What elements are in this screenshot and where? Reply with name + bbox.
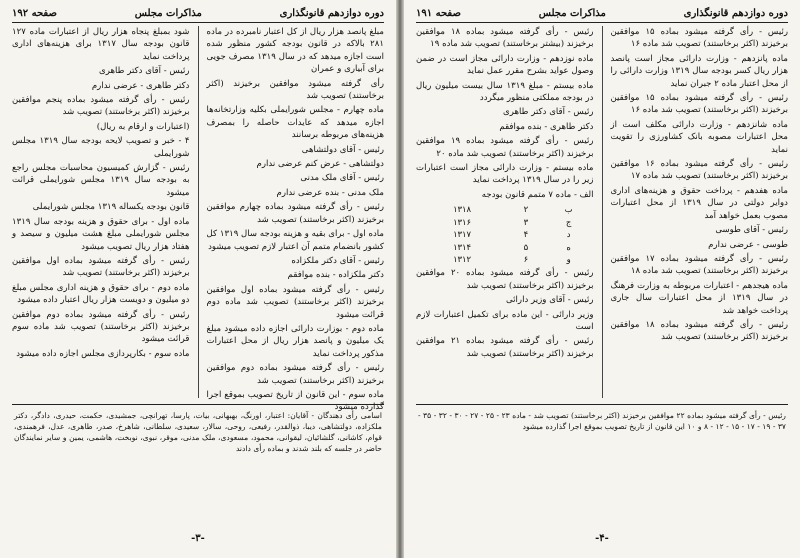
paragraph: رئیس - آقای دکتر ملکزاده [291,255,384,266]
footnote-divider [12,404,384,405]
left-header-session: دوره دوازدهم قانونگذاری [279,7,384,19]
column-divider [198,26,199,398]
paragraph: طوسی - عرضی ندارم [708,239,788,250]
table-cell: ۲ [523,204,529,215]
paragraph: الف - ماده ۷ متمم قانون بودجه [481,189,594,200]
table-cell: ه [566,241,571,252]
paragraph: دکتر طاهری - بنده موافقم [499,121,594,132]
table-row [416,253,594,265]
right-page-header [416,6,788,23]
paragraph: ماده شانزدهم - وزارت دارائی مکلف است از محل اعتبارات مصوبه بانک کشاورزی را تقویت نماید [610,119,788,155]
table-row [416,203,594,215]
table-cell: ۱۳۱۶ [453,216,472,227]
left-header-title: مذاکرات مجلس [134,7,202,19]
paragraph: وزیر دارائی - این ماده برای تکمیل اعتبارات لازم است [416,309,594,332]
paragraph: ماده سوم - بکارپردازی مجلس اجازه داده میشود [16,348,190,359]
right-header-title: مذاکرات مجلس [538,7,606,19]
paragraph: رئیس - رأی گرفته میشود بماده ۱۶ موافقین برخیزند (اکثر برخاستند) تصویب شد ماده ۱۷ [610,159,788,182]
paragraph: رئیس - آقای طوسی [715,225,788,236]
paragraph: (اعتبارات و ارقام به ریال) [96,121,190,132]
paragraph: ماده اول - برای بقیه و هزینه بودجه سال ۱۳۱۹ کل کشور بانضمام متمم آن اعتبار لازم تصویب میشود [206,229,384,252]
paragraph: رئیس - رأی گرفته میشود بماده چهارم موافقین برخیزند (اکثر برخاستند) تصویب شد [206,202,384,225]
column-divider [602,26,603,398]
paragraph: رئیس - رأی گرفته میشود بماده ۱۸ موافقین برخیزند (بیشتر برخاستند) تصویب شد ماده ۱۹ [416,27,594,50]
paragraph: ماده بیستم - وزارت دارائی مجاز است اعتبارات زیر را در سال ۱۳۱۹ پرداخت نماید [416,163,594,186]
paragraph: ماده سوم - این قانون از تاریخ تصویب بموقع اجرا گذارده میشود [206,389,384,413]
footnote-divider [416,404,788,405]
paragraph: ماده هفدهم - پرداخت حقوق و هزینه‌های اداری دوایر دولتی در سال ۱۳۱۹ از محل اعتبارات مصوب بعمل خواهد آمد [610,185,788,221]
table-cell: ۳ [523,216,529,227]
table-cell: ب [564,204,573,215]
table-cell: ۱۳۱۴ [453,241,472,252]
paragraph: رئیس - آقای وزیر دارائی [505,295,594,306]
paragraph: ماده اول - برای حقوق و هزینه بودجه سال ۱۳۱۹ مجلس شورایملی مبلغ هشت میلیون و سیصد و هفتاد هزار ریال تصویب میشود [12,216,190,252]
paragraph: مبلغ پانصد هزار ریال از کل اعتبار نامبرده در ماده ۲۸۱ بالاکه در قانون بودجه کشور منظور شده است اجازه میدهد که در سال ۱۳۱۹ مصرف جویی برای آبیاری و عمران [206,27,384,75]
paragraph: ماده دوم - برای حقوق و هزینه اداری مجلس مبلغ دو میلیون و دویست هزار ریال اعتبار داده میشود [12,282,190,306]
paragraph: رئیس - رأی گرفته میشود بماده ۱۷ موافقین برخیزند (اکثر برخاستند) تصویب شد ماده ۱۸ [610,253,788,277]
right-page-column-right [611,26,789,398]
right-page-footnote: رئیس - رأی گرفته میشود بماده ۲۲ موافقین برخیزند (اکثر برخاستند) تصویب شد - ماده ۲۳ - ۲۵ - ۲۷ - ۳۰ - ۳۲ - ۳۵ - ۳۷ - ۱۹ - ۱۷ - ۱۵ - ۱۲ - ۸ و ۱۰ این قانون از تاریخ تصویب بموقع اجرا گذارده میشود [418,411,786,431]
paragraph: ماده پانزدهم - وزارت دارائی مجاز است پانصد هزار ریال کسر بودجه سال ۱۳۱۹ وزارت دارائی را از محل اعتبار ماده ۲ جبران نماید [610,53,789,89]
paragraph: ماده بیستم - مبلغ ۱۳۱۹ سال بیست میلیون ریال در بودجه مملکتی منظور میگردد [416,80,594,104]
paragraph: ماده چهارم - مجلس شورایملی بکلیه وزارتخانه‌ها اجازه میدهد که عایدات حاصله را بمصرف هزینه‌های مربوطه برسانند [206,105,384,141]
table-row [416,241,594,253]
paragraph: رئیس - رأی گرفته میشود بماده دوم موافقین برخیزند (اکثر برخاستند) تصویب شد [206,363,384,386]
paragraph: رئیس - رأی گرفته میشود بماده ۱۹ موافقین برخیزند (اکثر برخاستند) تصویب شد ماده ۲۰ [416,136,594,159]
paragraph: رئیس - رأی گرفته میشود بماده دوم موافقین برخیزند (اکثر برخاستند) تصویب شد ماده سوم قرائت میشود [12,309,190,345]
budget-table [416,203,594,265]
paragraph: ماده هیجدهم - اعتبارات مربوطه به وزارت فرهنگ در سال ۱۳۱۹ از محل اعتبارات سال جاری پرداخت خواهد شد [610,280,788,316]
paragraph: رأی گرفته میشود موافقین برخیزند (اکثر برخاستند) تصویب شد [206,78,384,102]
left-page-columns [12,26,384,413]
right-header-page: صفحه ۱۹۱ [416,7,461,19]
paragraph: رئیس - آقای ملک مدنی [300,173,384,184]
left-page [0,0,396,558]
right-header-session: دوره دوازدهم قانونگذاری [683,7,788,19]
paragraph: رئیس - رأی گرفته میشود بماده ۱۵ موافقین برخیزند (اکثر برخاستند) تصویب شد ماده ۱۶ [610,93,788,116]
paragraph: رئیس - رأی گرفته میشود بماده ۱۵ موافقین برخیزند (اکثر برخاستند) تصویب شد ماده ۱۶ [610,27,788,50]
table-row [416,228,594,240]
left-header-page: صفحه ۱۹۲ [12,7,57,19]
paragraph: رئیس - گزارش کمیسیون محاسبات مجلس راجع به بودجه سال ۱۳۱۹ مجلس شورایملی قرائت میشود [12,163,190,198]
paragraph: دکتر ملکزاده - بنده موافقم [287,270,384,281]
paragraph: رئیس - رأی گرفته میشود بماده اول موافقین برخیزند (اکثر برخاستند) تصویب شد [12,255,190,279]
table-row [416,216,594,228]
paragraph: ۴ - خبر و تصویب لایحه بودجه سال ۱۳۱۹ مجلس شورایملی [12,136,190,159]
paragraph: قانون بودجه یکساله ۱۳۱۹ مجلس شورایملی [32,202,190,213]
left-page-footnote: اسامی رأی دهندگان - آقایان: اعتبار، اورنگ، بهبهانی، بیات، پارسا، تهرانچی، جمشیدی، حکمت، حیدری، دادگر، دکتر ملکزاده، دولتشاهی، دیبا، ذوالقدر، رفیعی، روحی، سالار، سعیدی، سلطانی، شاهرخ، صدر، طاهری، عدل، فرهمندی، قوام، کاشانی، گلشائیان، لیقوانی، محمود، مسعودی، ملک مدنی، موقر، نبوی، نوبخت، هاشمی، یمین و سایر نمایندگان حاضر در جلسه که بلند شدند و بماده رأی دادند [14,411,382,453]
table-cell: ۱۳۱۲ [453,253,472,264]
right-page-columns [416,26,788,398]
paragraph: رئیس - رأی گرفته میشود بماده ۲۰ موافقین برخیزند (اکثر برخاستند) تصویب شد [416,268,594,291]
paragraph: دکتر طاهری - عرضی ندارم [91,80,190,91]
right-page-number: -۴- [595,533,609,544]
table-cell: ۱۳۱۸ [453,204,472,215]
paragraph: رئیس - آقای دکتر طاهری [503,107,594,118]
left-page-column-right [206,26,385,413]
paragraph: شود بمبلغ پنجاه هزار ریال از اعتبارات ماده ۱۲۷ قانون بودجه سال ۱۳۱۷ برای هزینه‌های اداری پرداخت نماید [12,27,190,62]
paragraph: ماده نوزدهم - وزارت دارائی مجاز است در ضمن وصول عواید بشرح مقرر عمل نماید [416,53,594,77]
paragraph: رئیس - رأی گرفته میشود بماده ۱۸ موافقین برخیزند (اکثر برخاستند) تصویب شد [610,319,788,343]
table-cell: ج [565,216,572,227]
paragraph: رئیس - رأی گرفته میشود بماده ۲۱ موافقین برخیزند (اکثر برخاستند) تصویب شد [416,336,594,359]
paragraph: رئیس - رأی گرفته میشود بماده پنجم موافقین برخیزند (اکثر برخاستند) تصویب شد [12,95,190,118]
paragraph: رئیس - آقای دکتر طاهری [99,66,190,77]
table-cell: ۵ [523,241,529,252]
paragraph: ملک مدنی - بنده عرضی ندارم [276,187,384,198]
left-page-column-left [12,26,190,398]
paragraph: رئیس - رأی گرفته میشود بماده اول موافقین برخیزند (اکثر برخاستند) تصویب شد ماده دوم قرائت میشود [206,284,384,320]
right-page-column-left [416,26,594,398]
paragraph: رئیس - آقای دولتشاهی [301,144,384,155]
paragraph: دولتشاهی - عرض کنم عرضی ندارم [256,159,384,170]
book-gutter [396,0,404,558]
paragraph: ماده دوم - بوزارت دارائی اجازه داده میشود مبلغ یک میلیون و پانصد هزار ریال از محل اعتبارات مذکور پرداخت نماید [206,323,384,359]
left-page-header [12,6,384,23]
right-page [404,0,800,558]
left-page-number: -۳- [191,533,205,544]
table-cell: ۴ [523,229,529,240]
table-cell: ۶ [523,253,529,264]
table-cell: ۱۳۱۷ [453,229,472,240]
table-cell: د [566,229,571,240]
table-cell: و [566,253,571,264]
